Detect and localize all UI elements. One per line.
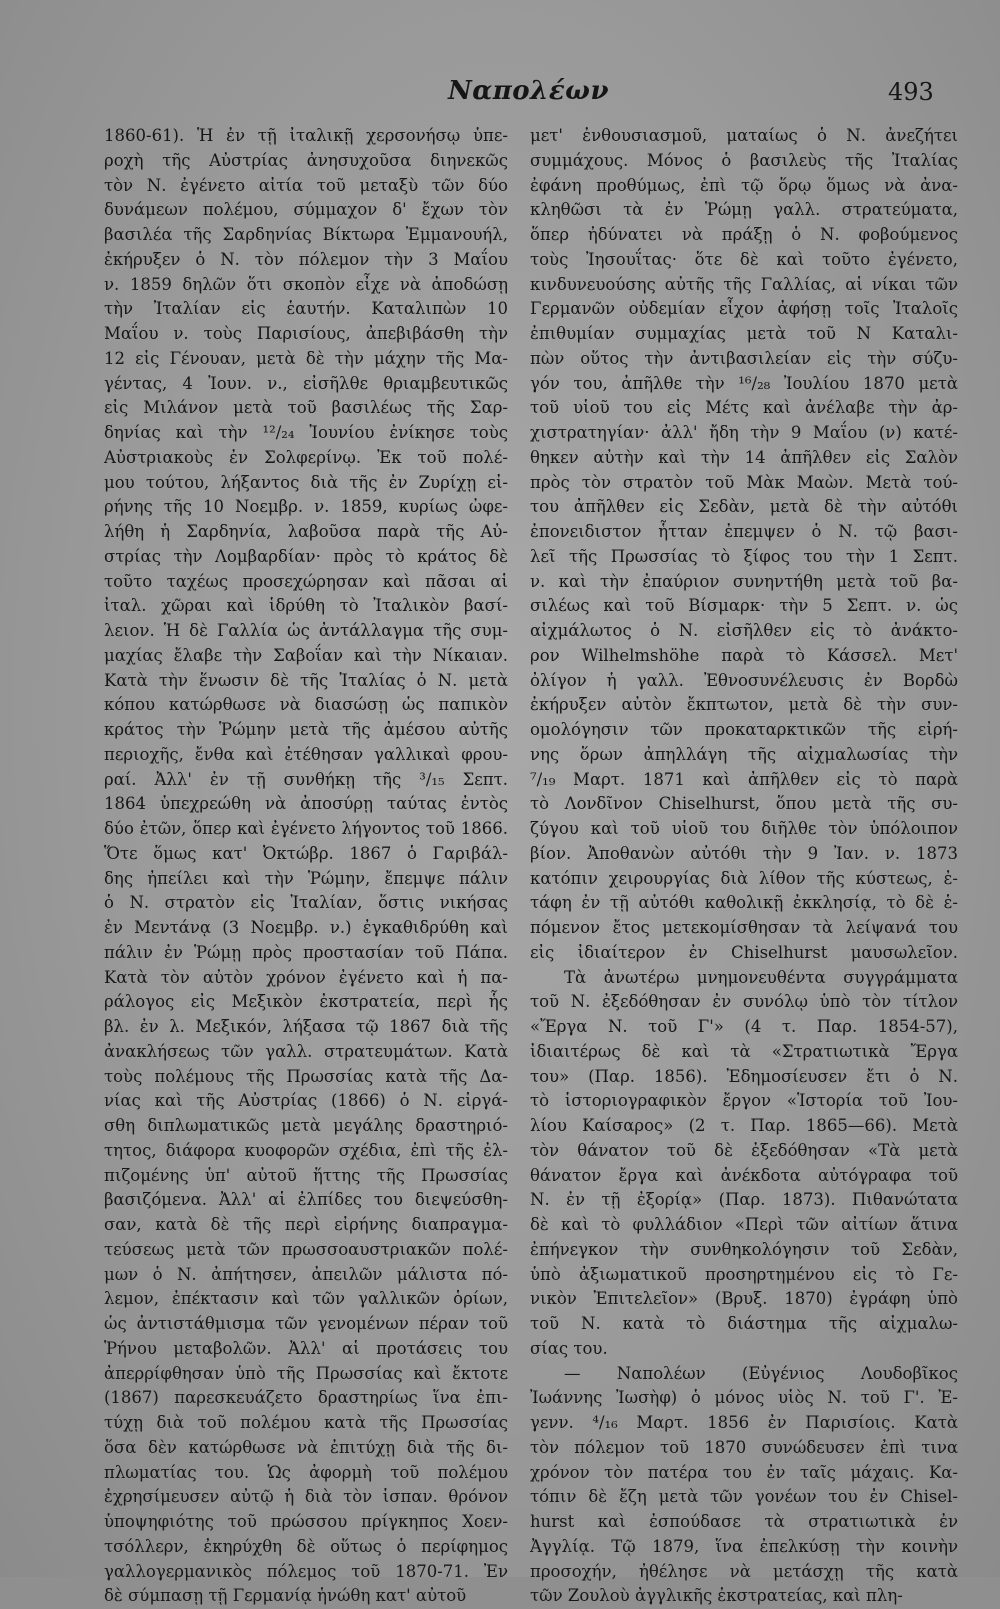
- text-line: του» (Παρ. 1856). Ἐδημοσίευσεν ἔτι ὁ Ν.: [530, 1066, 958, 1086]
- text-line: ὁ Ν. στρατὸν εἰς Ἰταλίαν, ὅστις νικήσας: [104, 893, 508, 913]
- text-line: τοὺς Ἰησουΐτας· ὅτε δὲ καὶ τοῦτο ἐγένετο,: [530, 249, 958, 269]
- text-line: πάλιν ἐν Ῥώμῃ πρὸς προστασίαν τοῦ Πάπα.: [104, 942, 508, 962]
- text-line: τητος, διάφορα κυοφορῶν σχέδια, ἐπὶ τῆς ἐλ-: [104, 1140, 508, 1160]
- text-line: αἰχμάλωτος ὁ Ν. εἰσῆλθεν εἰς τὸ ἀνάκτο-: [530, 621, 958, 640]
- text-line: τοῦ υἱοῦ του εἰς Μέτς καὶ ἀνέλαβε τὴν ἀρ-: [530, 398, 958, 418]
- text-line: ⁷/₁₉ Μαρτ. 1871 καὶ ἀπῆλθεν εἰς τὸ παρὰ: [530, 769, 958, 789]
- text-line: — Ναπολέων (Εὐγένιος Λουδοβῖκος: [564, 1363, 958, 1383]
- text-line: ἀνακλήσεως τῶν γαλλ. στρατευμάτων. Κατὰ: [104, 1041, 508, 1061]
- text-line: τοῦ Ν. κατὰ τὸ διάστημα τῆς αἰχμαλω-: [530, 1314, 958, 1333]
- text-line: δηνίας καὶ τὴν ¹²/₂₄ Ἰουνίου ἐνίκησε τοὺς: [104, 423, 508, 442]
- text-line: δυνάμεων πολέμου, σύμμαχον δ' ἔχων τὸν: [104, 200, 508, 220]
- text-line: κόπου κατώρθωσε νὰ διασώσῃ ὡς παπικὸν: [104, 695, 508, 715]
- text-line: Κατὰ τὴν ἕνωσιν δὲ τῆς Ἰταλίας ὁ Ν. μετὰ: [104, 670, 508, 690]
- text-line: τάφη ἐν τῇ αὐτόθι καθολικῇ ἐκκλησίᾳ, τὸ δὲ ἑ-: [530, 893, 958, 913]
- text-line: Μαΐου ν. τοὺς Παρισίους, ἀπεβιβάσθη τὴν: [104, 324, 508, 343]
- page-header: [0, 76, 1000, 116]
- text-line: του ἀπῆλθεν εἰς Σεδὰν, μετὰ δὲ τὴν αὐτόθι: [530, 497, 958, 517]
- text-line: προσοχήν, ἠθέλησε νὰ μετάσχῃ τῆς κατὰ: [530, 1561, 958, 1581]
- running-title: Ναπολέων: [448, 76, 609, 106]
- text-line: τὸ Λονδῖνον Chiselhurst, ὅπου μετὰ τῆς συ-: [530, 794, 958, 814]
- text-line: σαν, κατὰ δὲ τῆς περὶ εἰρήνης διαπραγμα-: [104, 1215, 508, 1234]
- text-line: κληθῶσι τὰ ἐν Ῥώμῃ γαλλ. στρατεύματα,: [530, 200, 958, 220]
- text-line: γόν του, ἀπῆλθε τὴν ¹⁶/₂₈ Ἰουλίου 1870 μετὰ: [530, 373, 958, 393]
- text-line: τῶν Ζουλοὺ ἀγγλικῆς ἐκστρατείας, καὶ πλη-: [530, 1586, 903, 1606]
- text-line: σθη διπλωματικῶς μετὰ μεγάλης δραστηριό-: [104, 1116, 508, 1135]
- text-line: δύο ἐτῶν, ὅπερ καὶ ἐγένετο λήγοντος τοῦ 1866.: [104, 819, 508, 838]
- text-line: ἐν Μεντάνᾳ (3 Νοεμβρ. ν.) ἐγκαθιδρύθη καὶ: [104, 918, 508, 937]
- text-line: βασιζόμενα. Ἀλλ' αἱ ἐλπίδες του διεψεύσθη-: [104, 1190, 508, 1210]
- text-line: μετ' ἐνθουσιασμοῦ, ματαίως ὁ Ν. ἀνεζήτει: [530, 126, 958, 145]
- text-line: πρὸς τὸν στρατὸν τοῦ Μὰκ Μαὼν. Μετὰ τού-: [530, 472, 958, 492]
- text-line: περιοχῆς, ἔνθα καὶ ἐτέθησαν γαλλικαὶ φρου-: [104, 744, 508, 764]
- text-line: ἐπήνεγκον τὴν συνθηκολόγησιν τοῦ Σεδὰν,: [530, 1239, 958, 1259]
- text-line: ἀπερρίφθησαν ὑπὸ τῆς Πρωσσίας καὶ ἔκτοτε: [104, 1363, 508, 1383]
- text-line: κινδυνευούσης αὐτῆς τῆς Γαλλίας, αἱ νίκαι τῶν: [530, 274, 958, 294]
- text-line: χρόνον τὸν πατέρα του ἐν ταῖς μάχαις. Κα-: [530, 1462, 958, 1482]
- text-line: ραί. Ἀλλ' ἐν τῇ συνθήκῃ τῆς ³/₁₅ Σεπτ.: [104, 769, 508, 789]
- text-line: ὀλίγον ἡ γαλλ. Ἐθνοσυνέλευσις ἐν Βορδὼ: [530, 670, 958, 690]
- text-line: τὴν Ἰταλίαν εἰς ἑαυτήν. Καταλιπὼν 10: [104, 299, 508, 319]
- text-line: ν. καὶ τὴν ἐπαύριον συνηντήθη μετὰ τοῦ βα-: [530, 571, 958, 591]
- text-line: πιζομένης ὑπ' αὐτοῦ ἥττης τῆς Πρωσσίας: [104, 1165, 508, 1185]
- text-line: ζύγου καὶ τοῦ υἱοῦ του διῆλθε τὸν ὑπόλοιπον: [530, 819, 958, 838]
- text-line: δης ἠπείλει καὶ τὴν Ῥώμην, ἔπεμψε πάλιν: [104, 868, 508, 888]
- text-line: θηκεν αὐτὴν καὶ τὴν 14 ἀπῆλθεν εἰς Σαλὸν: [530, 447, 958, 467]
- text-line: μων ὁ Ν. ἀπήτησεν, ἀπειλῶν μάλιστα πό-: [104, 1264, 508, 1284]
- text-line: ἐχρησίμευσεν αὐτῷ ἡ διὰ τὸν ἱσπαν. θρόνον: [104, 1487, 508, 1507]
- text-line: 12 εἰς Γένουαν, μετὰ δὲ τὴν μάχην τῆς Μα-: [104, 348, 508, 368]
- text-line: λεῖ τῆς Πρωσσίας τὸ ξίφος του τὴν 1 Σεπτ.: [530, 546, 958, 566]
- text-line: γαλλογερμανικὸς πόλεμος τοῦ 1870-71. Ἐν: [104, 1561, 508, 1581]
- text-line: ν. 1859 δηλῶν ὅτι σκοπὸν εἶχε νὰ ἀποδώσῃ: [104, 274, 508, 294]
- text-line: Γερμανῶν οὐδεμίαν εἶχον ἀφήσῃ τοῖς Ἰταλοῖς: [530, 299, 958, 319]
- page-number: 493: [888, 78, 934, 106]
- text-line: ὡς ἀντιστάθμισμα τῶν γενομένων πέραν τοῦ: [104, 1314, 508, 1333]
- text-line: ἐφάνη προθύμως, ἐπὶ τῷ ὅρῳ ὅμως νὰ ἀνα-: [530, 175, 958, 195]
- text-line: πόμενον ἔτος μετεκομίσθησαν τὰ λείψανά του: [530, 918, 958, 937]
- text-line: τὸ ἱστοριογραφικὸν ἔργον «Ἱστορία τοῦ Ἰου-: [530, 1091, 958, 1111]
- right-text-column: [530, 124, 958, 1606]
- text-line: νικὸν Ἐπιτελεῖον» (Βρυξ. 1870) ἐγράφη ὑπὸ: [530, 1289, 958, 1309]
- text-line: τσόλλερν, ἐκηρύχθη δὲ οὕτως ὁ περίφημος: [104, 1536, 508, 1556]
- text-line: μαχίας ἔλαβε τὴν Σαβοΐαν καὶ τὴν Νίκαιαν.: [104, 645, 508, 665]
- text-line: ομολόγησιν τῶν προκαταρκτικῶν τῆς εἰρή-: [530, 720, 958, 739]
- text-line: στρίας τὴν Λομβαρδίαν· πρὸς τὸ κράτος δὲ: [104, 546, 508, 566]
- text-line: τὸν πόλεμον τοῦ 1870 συνώδευσεν ἐπὶ τινα: [530, 1437, 958, 1457]
- text-line: ἐκήρυξεν αὐτὸν ἔκπτωτον, μετὰ δὲ τὴν συν-: [530, 695, 958, 715]
- text-line: τὸν θάνατον τοῦ δὲ ἐξεδόθησαν «Τὰ μετὰ: [530, 1140, 958, 1160]
- text-line: ροχὴ τῆς Αὐστρίας ἀνησυχοῦσα διηνεκῶς: [104, 150, 508, 170]
- text-line: (1867) παρεσκευάζετο δραστηρίως ἵνα ἐπι-: [104, 1388, 508, 1408]
- text-line: πὼν οὕτος τὴν ἀντιβασιλείαν εἰς τὴν σύζυ-: [530, 348, 958, 368]
- text-line: ράλογος εἰς Μεξικὸν ἐκστρατεία, περὶ ἧς: [104, 992, 508, 1012]
- text-line: γέντας, 4 Ἰουν. ν., εἰσῆλθε θριαμβευτικῶς: [104, 373, 508, 393]
- text-line: 1860-61). Ἡ ἐν τῇ ἰταλικῇ χερσονήσῳ ὑπε-: [104, 126, 508, 145]
- text-line: κράτος τὴν Ῥώμην μετὰ τῆς ἀμέσου αὐτῆς: [104, 720, 508, 739]
- text-line: ὅπερ ἠδύνατει νὰ πράξῃ ὁ Ν. φοβούμενος: [530, 225, 958, 244]
- text-line: ρον Wilhelmshöhe παρὰ τὸ Κάσσελ. Μετ': [530, 645, 958, 665]
- text-line: σίας του.: [530, 1338, 608, 1358]
- text-line: hurst καὶ ἐσπούδασε τὰ στρατιωτικὰ ἐν: [530, 1512, 958, 1531]
- text-line: βλ. ἐν λ. Μεξικόν, λήξασα τῷ 1867 διὰ τῆς: [104, 1017, 508, 1036]
- text-line: ἐπιθυμίαν συμμαχίας μετὰ τοῦ Ν Καταλι-: [530, 324, 958, 343]
- text-line: ρήνης τῆς 10 Νοεμβρ. ν. 1859, κυρίως ὠφε-: [104, 497, 508, 517]
- text-line: ὑποψηφιότης τοῦ πρώσσου πρίγκηπος Χοεν-: [104, 1512, 508, 1531]
- text-line: μου τούτου, λήξαντος διὰ τῆς ἐν Ζυρίχῃ εἰ-: [104, 472, 508, 492]
- text-line: ἰταλ. χῶραι καὶ ἱδρύθη τὸ Ἰταλικὸν βασί-: [104, 596, 508, 616]
- text-line: ὑπὸ ἀξιωματικοῦ προσηρτημένου εἰς τὸ Γε-: [530, 1264, 958, 1284]
- text-line: τοῦ Ν. ἐξεδόθησαν ἐν συνόλῳ ὑπὸ τὸν τίτλον: [530, 992, 958, 1012]
- text-line: γενν. ⁴/₁₆ Μαρτ. 1856 ἐν Παρισίοις. Κατὰ: [530, 1413, 958, 1432]
- text-line: Αὐστριακοὺς ἐν Σολφερίνῳ. Ἐκ τοῦ πολέ-: [104, 447, 508, 467]
- text-line: Τὰ ἀνωτέρω μνημονευθέντα συγγράμματα: [564, 967, 958, 987]
- text-line: βίον. Ἀποθανὼν αὐτόθι τὴν 9 Ἰαν. ν. 1873: [530, 843, 958, 863]
- text-line: εἰς Μιλάνον μετὰ τοῦ βασιλέως τῆς Σαρ-: [104, 398, 508, 418]
- text-line: τύχῃ διὰ τοῦ πολέμου κατὰ τῆς Πρωσσίας: [104, 1413, 508, 1432]
- left-text-column: [104, 124, 508, 1606]
- text-line: Ῥήνου μεταβολῶν. Ἀλλ' αἱ προτάσεις του: [104, 1338, 508, 1358]
- text-line: «Ἔργα Ν. τοῦ Γ'» (4 τ. Παρ. 1854-57),: [530, 1017, 958, 1036]
- text-line: συμμάχους. Μόνος ὁ βασιλεὺς τῆς Ἰταλίας: [530, 150, 958, 170]
- text-line: τοῦτο ταχέως προσεχώρησαν καὶ πᾶσαι αἱ: [104, 571, 508, 591]
- text-line: Ὅτε ὅμως κατ' Ὀκτώβρ. 1867 ὁ Γαριβάλ-: [104, 843, 508, 863]
- text-line: πλωματίας του. Ὡς ἀφορμὴ τοῦ πολέμου: [104, 1462, 508, 1482]
- text-line: εἰς ἰδιαίτερον ἐν Chiselhurst μαυσωλεῖον.: [530, 942, 958, 962]
- text-line: λειον. Ἡ δὲ Γαλλία ὡς ἀντάλλαγμα τῆς συμ-: [104, 621, 508, 640]
- text-line: τοὺς πολέμους τῆς Πρωσσίας κατὰ τῆς Δα-: [104, 1066, 508, 1086]
- text-line: 1864 ὑπεχρεώθη νὰ ἀποσύρῃ ταύτας ἐντὸς: [104, 794, 508, 814]
- text-line: ἐκήρυξεν ὁ Ν. τὸν πόλεμον τὴν 3 Μαΐου: [104, 249, 508, 269]
- text-line: Ν. ἐν τῇ ἐξορίᾳ» (Παρ. 1873). Πιθανώτατα: [530, 1190, 958, 1210]
- text-line: Ἀγγλίᾳ. Τῷ 1879, ἵνα ἐπελκύσῃ τὴν κοινὴν: [530, 1536, 958, 1556]
- text-line: ἰδιαιτέρως δὲ καὶ τὰ «Στρατιωτικὰ Ἔργα: [530, 1041, 958, 1061]
- text-line: Κατὰ τὸν αὐτὸν χρόνον ἐγένετο καὶ ἡ πα-: [104, 967, 508, 987]
- text-line: βασιλέα τῆς Σαρδηνίας Βίκτωρα Ἐμμανουήλ,: [104, 225, 508, 244]
- text-line: ὅσα δὲν κατώρθωσε νὰ ἐπιτύχῃ διὰ τῆς δι-: [104, 1437, 508, 1457]
- text-line: λήθη ἡ Σαρδηνία, λαβοῦσα παρὰ τῆς Αὐ-: [104, 522, 508, 541]
- text-line: δὲ σύμπασῃ τῇ Γερμανίᾳ ἡνώθη κατ' αὐτοῦ: [104, 1586, 467, 1606]
- text-line: δὲ καὶ τὸ φυλλάδιον «Περὶ τῶν αἰτίων ἅτινα: [530, 1215, 958, 1234]
- text-line: τὸν Ν. ἐγένετο αἰτία τοῦ μεταξὺ τῶν δύο: [104, 175, 508, 195]
- text-line: ἐπονειδιστον ἧτταν ἐπεμψεν ὁ Ν. τῷ βασι-: [530, 522, 958, 541]
- text-line: κατόπιν χειρουργίας διὰ λίθον τῆς κύστεως, ἐ-: [530, 868, 958, 888]
- text-line: λεμον, ἐπέκτασιν καὶ τῶν γαλλικῶν ὁρίων,: [104, 1289, 508, 1309]
- text-line: θάνατον ἔργα καὶ ἀνέκδοτα αὐτόγραφα τοῦ: [530, 1165, 958, 1185]
- text-line: τόπιν δὲ ἔζη μετὰ τῶν γονέων του ἐν Chisel-: [530, 1487, 958, 1507]
- text-line: νης ὅρων ἀπηλλάγη τῆς αἰχμαλωσίας τὴν: [530, 744, 958, 764]
- text-line: σιλέως καὶ τοῦ Βίσμαρκ· τὴν 5 Σεπτ. ν. ὡς: [530, 596, 958, 616]
- text-line: νίας καὶ τῆς Αὐστρίας (1866) ὁ Ν. εἰργά-: [104, 1091, 508, 1111]
- text-line: λίου Καίσαρος» (2 τ. Παρ. 1865—66). Μετὰ: [530, 1116, 958, 1135]
- text-line: τεύσεως μετὰ τῶν πρωσσοαυστριακῶν πολέ-: [104, 1239, 508, 1259]
- text-line: Ἰωάννης Ἰωσὴφ) ὁ μόνος υἱὸς Ν. τοῦ Γ'. Ἐ-: [530, 1388, 958, 1408]
- text-line: χιστρατηγίαν· ἀλλ' ἤδη τὴν 9 Μαΐου (ν) κατέ-: [530, 423, 958, 442]
